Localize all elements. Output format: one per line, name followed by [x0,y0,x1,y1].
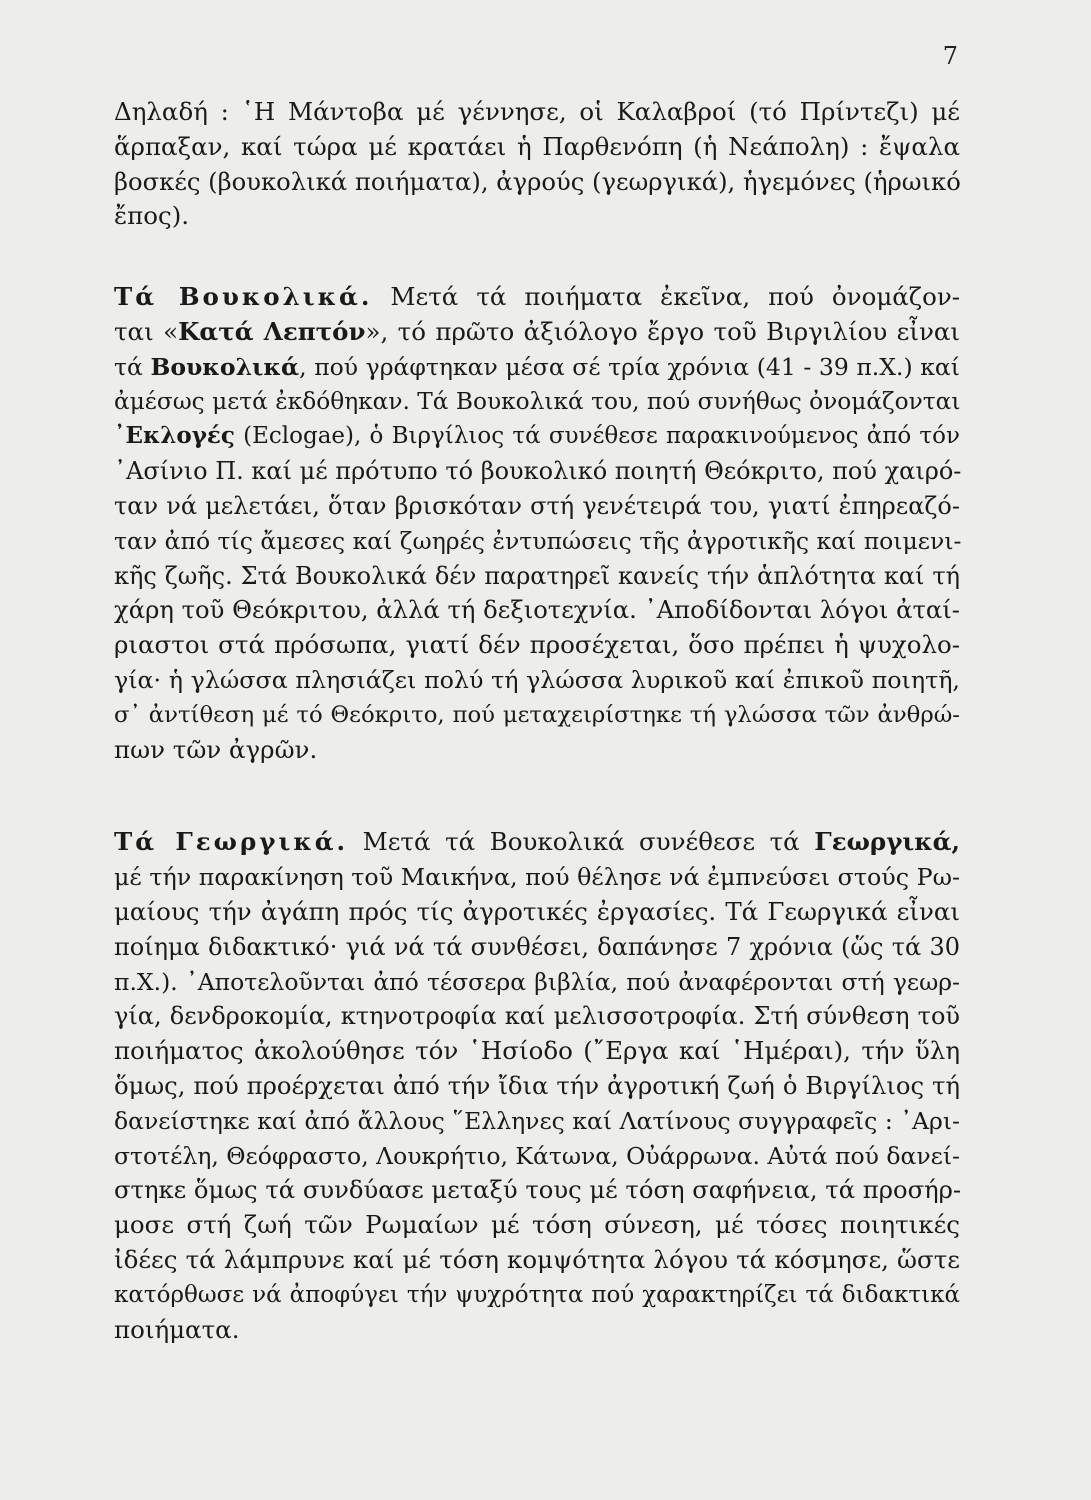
text-line [114,350,960,385]
text-line [114,825,960,860]
text-line: στηκε ὅμως τά συνδύασε μεταξύ τους μέ τόση σαφήνεια, τά προσήρ- [114,1175,962,1205]
text-line: ποιήματα. [114,1314,240,1344]
bold-term-kata-lepton: Κατά Λεπτόν [178,316,366,346]
text-line: μοσε στή ζωή τῶν Ρωμαίων μέ τόση σύνεση, μέ τόσες ποιητικές [114,1210,960,1240]
paragraph-georgics [114,825,960,1347]
text-block [114,95,960,1347]
text-run: », τό πρῶτο ἀξιόλογο ἔργο τοῦ Βιργιλίου εἶναι [365,316,960,346]
text-line: ποιήματος ἀκολούθησε τόν ῾Ησίοδο (῎Εργα καί ῾Ημέραι), τήν ὕλη [114,1036,960,1066]
paragraph-gap [114,767,960,825]
text-line: χάρη τοῦ Θεόκριτου, ἀλλά τή δεξιοτεχνία. ᾽Αποδίδονται λόγοι ἀταί- [114,595,960,625]
page-number: 7 [942,42,958,70]
text-run: , πού γράφτηκαν μέσα σέ τρία χρόνια (41 - 39 π.Χ.) καί [299,352,960,381]
text-line: ταν νά μελετάει, ὅταν βρισκόταν στή γενέτειρά του, γιατί ἐπηρεαζό- [114,491,960,520]
text-line [114,419,960,454]
text-line [114,280,960,315]
text-line: ἰδέες τά λάμπρυνε καί μέ τόση κομψότητα λόγου τά κόσμησε, ὥστε [114,1244,960,1274]
text-line: γία· ἡ γλώσσα πλησιάζει πολύ τή γλώσσα λυρικοῦ καί ἐπικοῦ ποιητῆ, [114,665,960,694]
text-line: Δηλαδή : ῾Η Μάντοβα μέ γέννησε, οἱ Καλαβροί (τό Πρίντεζι) μέ [114,97,960,126]
text-line: ριαστοι στά πρόσωπα, γιατί δέν προσέχεται, ὅσο πρέπει ἡ ψυχολο- [114,630,960,660]
text-line: ποίημα διδακτικό· γιά νά τά συνθέσει, δαπάνησε 7 χρόνια (ὥς τά 30 [114,932,960,961]
text-line: ἀμέσως μετά ἐκδόθηκαν. Τά Βουκολικά του, πού συνήθως ὀνομάζονται [114,387,961,415]
text-line: ἅρπαξαν, καί τώρα μέ κρατάει ἡ Παρθενόπη (ἡ Νεάπολη) : ἔψαλα [114,131,960,161]
paragraph-intro [114,95,960,234]
text-run: ται « [114,316,179,346]
text-line: κατόρθωσε νά ἀποφύγει τήν ψυχρότητα πού χαρακτηρίζει τά διδακτικά [114,1281,960,1308]
text-line: ᾽Ασίνιο Π. καί μέ πρότυπο τό βουκολικό ποιητή Θεόκριτο, πού χαιρό- [114,457,962,486]
bold-term-georgics: Γεωργικά, [814,827,960,857]
text-run: τά [114,352,151,381]
section-title-georgics: Τά Γεωργικά. [114,827,349,857]
bold-term-bucolics: Βουκολικά [150,352,300,381]
paragraph-bucolics [114,280,960,767]
text-line: π.Χ.). ᾽Αποτελοῦνται ἀπό τέσσερα βιβλία, πού ἀναφέρονται στή γεωρ- [114,967,960,996]
text-run: (Eclogae), ὁ Βιργίλιος τά συνέθεσε παρακινούμενος ἀπό τόν [234,423,960,450]
text-line: ταν ἀπό τίς ἄμεσες καί ζωηρές ἐντυπώσεις τῆς ἀγροτικῆς καί ποιμενι- [114,526,962,555]
text-line: κῆς ζωῆς. Στά Βουκολικά δέν παρατηρεῖ κανείς τήν ἁπλότητα καί τή [114,561,960,590]
text-run: Μετά τά ποιήματα ἐκεῖνα, πού ὀνομάζον- [372,282,960,312]
paragraph-gap [114,234,960,280]
text-line: γία, δενδροκομία, κτηνοτροφία καί μελισσοτροφία. Στή σύνθεση τοῦ [114,1002,960,1031]
text-line: σ᾽ ἀντίθεση μέ τό Θεόκριτο, πού μεταχειρίστηκε τή γλώσσα τῶν ἀνθρώ- [114,701,960,728]
text-line: δανείστηκε καί ἀπό ἄλλους ῞Ελληνες καί Λατίνους συγγραφεῖς : ᾽Αρι- [114,1106,960,1135]
text-line: πων τῶν ἀγρῶν. [114,734,318,764]
text-line: στοτέλη, Θεόφραστο, Λουκρήτιο, Κάτωνα, Οὐάρρωνα. Αὐτά πού δανεί- [114,1141,960,1170]
text-line: μέ τήν παρακίνηση τοῦ Μαικήνα, πού θέλησε νά ἐμπνεύσει στούς Ρω- [114,863,960,892]
text-line: ὅμως, πού προέρχεται ἀπό τήν ἴδια τήν ἀγροτική ζωή ὁ Βιργίλιος τή [114,1070,960,1100]
section-title-bucolics: Τά Βουκολικά. [114,282,373,312]
text-line: βοσκές (βουκολικά ποιήματα), ἀγρούς (γεωργικά), ἡγεμόνες (ἡρωικό [114,166,961,196]
bold-term-eclogues: ᾽Εκλογές [114,422,235,450]
text-run: Μετά τά Βουκολικά συνέθεσε τά [348,827,815,857]
text-line: μαίους τήν ἀγάπη πρός τίς ἀγροτικές ἐργασίες. Τά Γεωργικά εἶναι [114,896,960,926]
text-line: ἔπος). [114,201,190,231]
text-line [114,315,960,350]
